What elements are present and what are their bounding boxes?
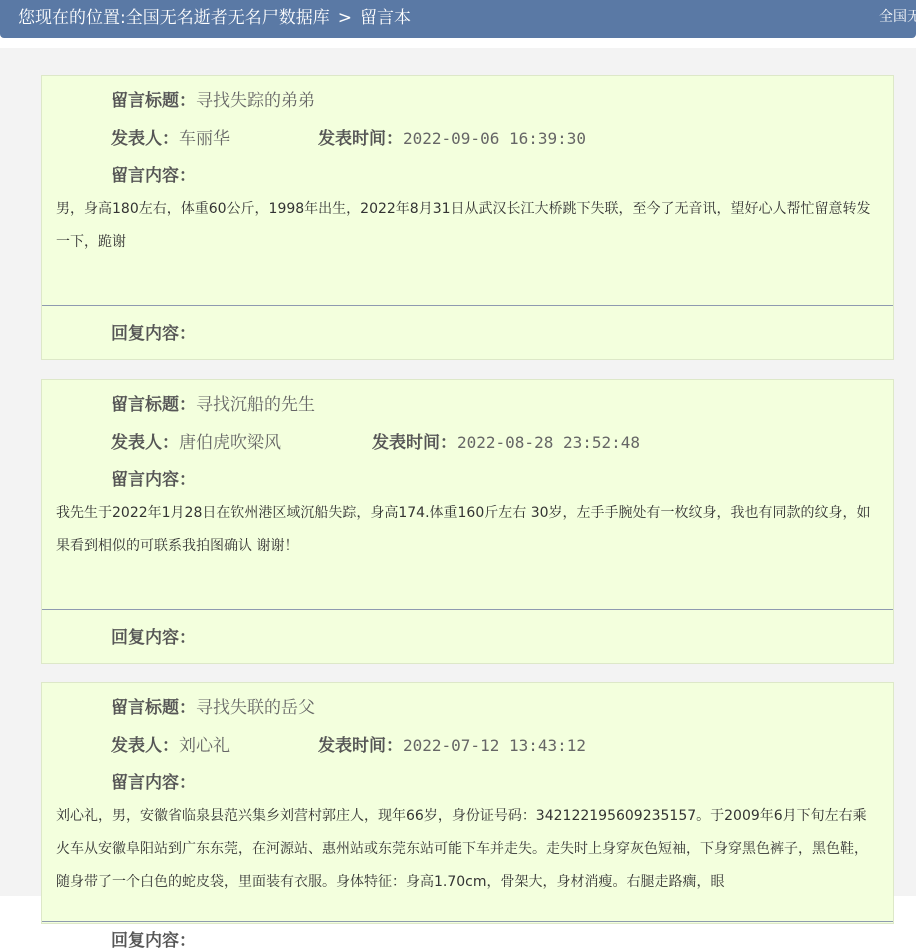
message-time-row [318, 731, 586, 756]
message-reply-label: 回复内容： [111, 628, 196, 648]
message-content-label [111, 768, 196, 793]
breadcrumb-separator: > [337, 8, 352, 28]
message-time-label: 发表时间： [318, 129, 403, 149]
breadcrumb-link-database[interactable]: 全国无名逝者无名尸数据库 [125, 8, 330, 28]
message-author: 唐伯虎吹梁风 [179, 433, 281, 453]
message-author-label: 发表人： [111, 736, 179, 756]
message-author-label: 发表人： [111, 433, 179, 453]
message-card [41, 75, 894, 360]
message-title-label: 留言标题： [111, 395, 196, 415]
message-title: 寻找失联的岳父 [196, 698, 315, 718]
card-divider [42, 305, 893, 306]
message-content: 我先生于2022年1月28日在钦州港区域沉船失踪，身高174.体重160斤左右 30岁，左手手腕处有一枚纹身，我也有同款的纹身，如果看到相似的可联系我拍图确认 谢谢！ [56, 505, 871, 554]
message-content: 刘心礼，男，安徽省临泉县范兴集乡刘营村郭庄人，现年66岁，身份证号码：342122195609235157。于2009年6月下旬左右乘火车从安徽阜阳站到广东东莞，在河源站、惠州站或东莞东站可能下车并走失。走失时上身穿灰色短袖，下身穿黑色裤子，黑色鞋，随身带了一个白色的蛇皮袋，里面装有衣服。身体特征：身高1.70cm，骨架大，身材消瘦。右腿走路瘸，眼 [56, 808, 868, 890]
message-author-row [111, 124, 230, 149]
message-title: 寻找沉船的先生 [196, 395, 315, 415]
card-divider [42, 609, 893, 610]
header-right-text: 全国无 [879, 9, 921, 25]
message-title-label: 留言标题： [111, 91, 196, 111]
message-content-label-text: 留言内容： [111, 470, 196, 490]
message-author-label: 发表人： [111, 129, 179, 149]
message-author: 车丽华 [179, 129, 230, 149]
message-author-row [111, 731, 230, 756]
location-bar [0, 0, 921, 38]
message-reply-row [111, 319, 196, 344]
message-content-label [111, 465, 196, 490]
message-time-label: 发表时间： [372, 433, 457, 453]
message-time: 2022-07-12 13:43:12 [403, 736, 587, 755]
message-reply-row [111, 926, 196, 951]
message-time-label: 发表时间： [318, 736, 403, 756]
message-author: 刘心礼 [179, 736, 230, 756]
message-title-label: 留言标题： [111, 698, 196, 718]
message-card [41, 682, 894, 951]
message-content: 男，身高180左右，体重60公斤，1998年出生，2022年8月31日从武汉长江大桥跳下失联，至今了无音讯，望好心人帮忙留意转发一下，跪谢 [56, 201, 871, 250]
message-time-row [372, 428, 640, 453]
card-divider [42, 921, 893, 922]
message-reply-label: 回复内容： [111, 931, 196, 951]
message-time: 2022-09-06 16:39:30 [403, 129, 587, 148]
message-title-row [111, 390, 315, 415]
message-time-row [318, 124, 586, 149]
message-time: 2022-08-28 23:52:48 [457, 433, 641, 452]
message-title-row [111, 693, 315, 718]
message-content-label [111, 161, 196, 186]
message-content-label-text: 留言内容： [111, 166, 196, 186]
message-card [41, 379, 894, 664]
breadcrumb-current: 留言本 [359, 8, 411, 28]
message-reply-row [111, 623, 196, 648]
breadcrumb-prefix: 您现在的位置: [18, 8, 126, 28]
message-title: 寻找失踪的弟弟 [196, 91, 315, 111]
message-content-label-text: 留言内容： [111, 773, 196, 793]
message-reply-label: 回复内容： [111, 324, 196, 344]
message-title-row [111, 86, 315, 111]
message-board [0, 48, 916, 951]
breadcrumb [18, 0, 411, 36]
message-author-row [111, 428, 281, 453]
